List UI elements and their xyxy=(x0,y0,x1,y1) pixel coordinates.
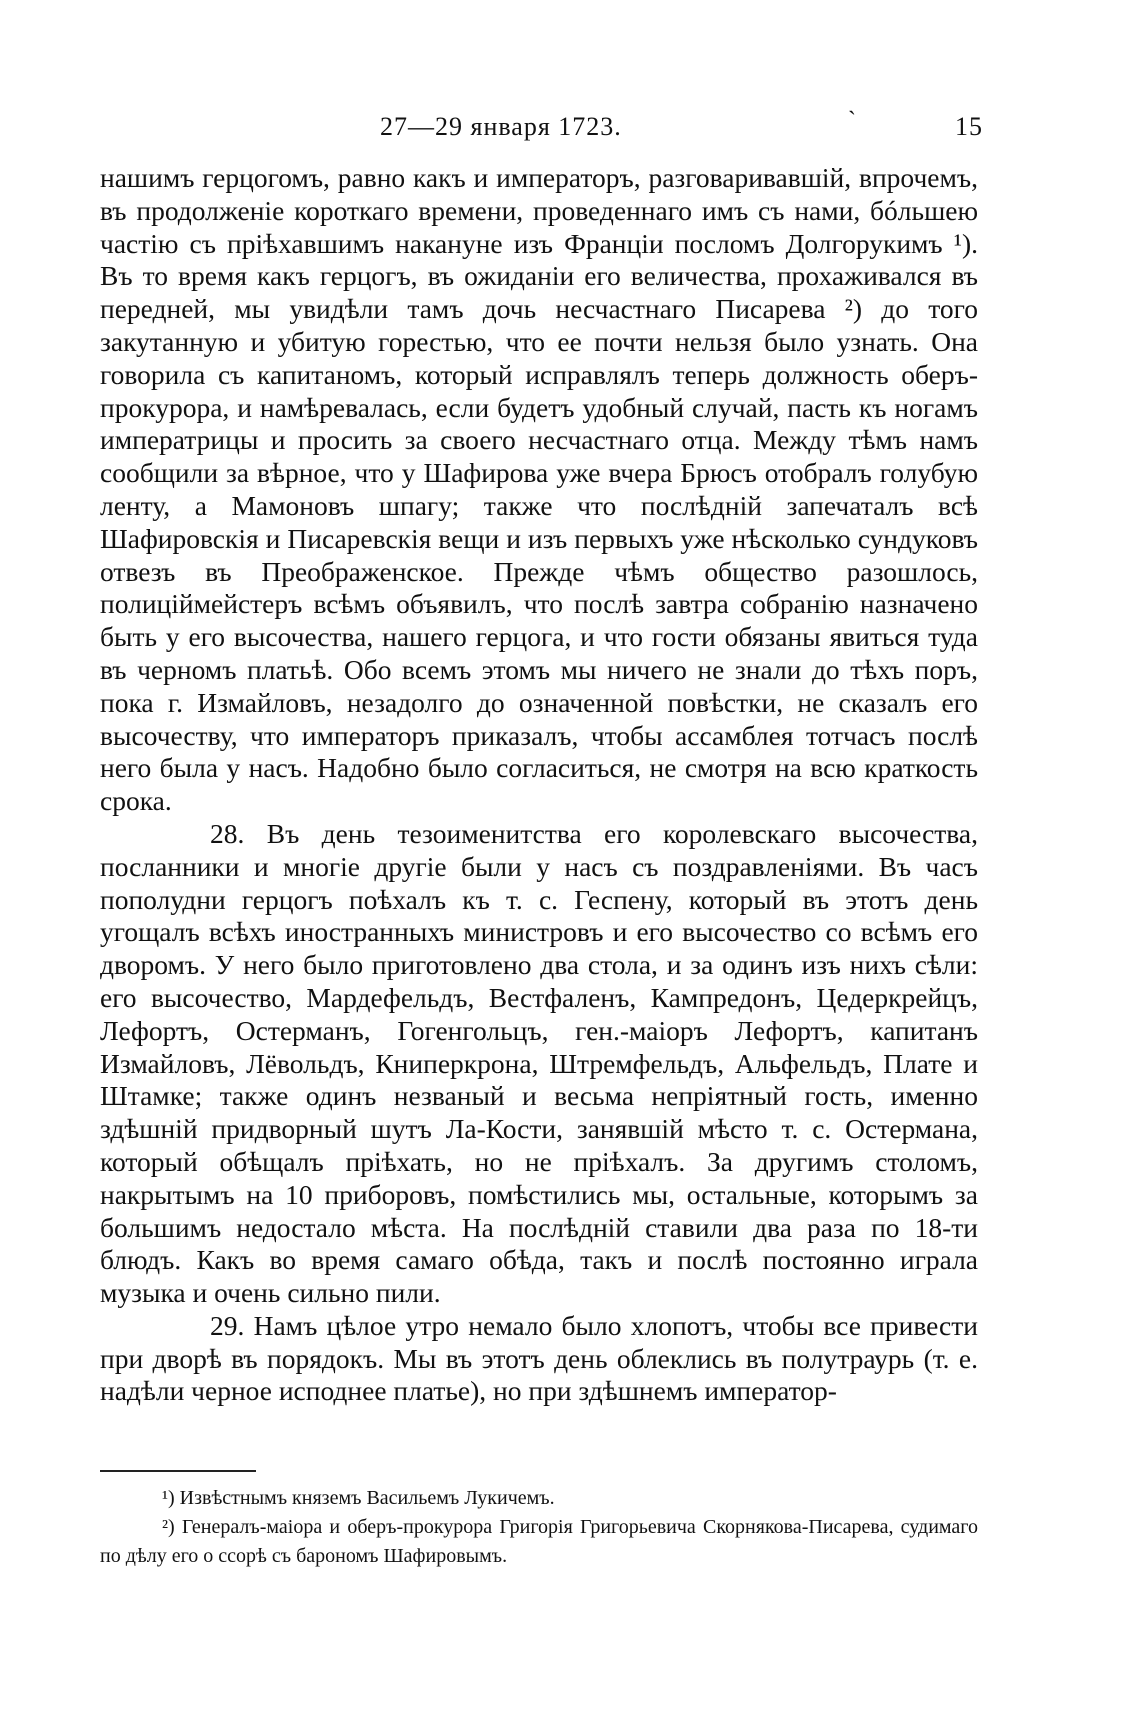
footnote-divider xyxy=(100,1470,256,1472)
paragraph-entry-28: 28. Въ день тезоименитства его королевскаго высочества, посланники и многіе другіе были у насъ съ поздравленіями. Въ часъ пополудни герцогъ поѣхалъ къ т. с. Геспену, который въ этотъ день угощалъ всѣхъ иностранныхъ министровъ и его высочество со всѣмъ его дворомъ. У него было приготовлено два стола, и за одинъ изъ нихъ сѣли: его высочество, Мардефельдъ, Вестфаленъ, Кампредонъ, Цедеркрейцъ, Лефортъ, Остерманъ, Гогенгольцъ, ген.-маіоръ Лефортъ, капитанъ Измайловъ, Лёвольдъ, Книперкрона, Штремфельдъ, Альфельдъ, Плате и Штамке; также одинъ незваный и весьма непріятный гость, именно здѣшній придворный шутъ Ла-Кости, занявшій мѣсто т. с. Остермана, который обѣщалъ пріѣхать, но не пріѣхалъ. За другимъ столомъ, накрытымъ на 10 приборовъ, помѣстились мы, остальные, которымъ за большимъ недостало мѣста. На послѣдній ставили два раза по 18-ти блюдъ. Какъ во время самаго обѣда, такъ и послѣ постоянно играла музыка и очень сильно пили. xyxy=(100,817,978,1309)
footnote-2: ²) Генералъ-маіора и оберъ-прокурора Григорія Григорьевича Скорнякова-Писарева, судимаго по дѣлу его о ссорѣ съ барономъ Шафировымъ. xyxy=(100,1516,978,1567)
paragraph-entry-29: 29. Намъ цѣлое утро немало было хлопотъ, чтобы все привести при дворѣ въ порядокъ. Мы въ этотъ день облеклись въ полутраурь (т. е. надѣли черное исподнее платье), но при здѣшнемъ император- xyxy=(100,1309,978,1407)
paragraph-continued: нашимъ герцогомъ, равно какъ и императоръ, разговаривавшій, впрочемъ, въ продолженіе короткаго времени, проведеннаго имъ съ нами, бóльшею частію съ пріѣхавшимъ накануне изъ Франціи посломъ Долгорукимъ ¹). Въ то время какъ герцогъ, въ ожиданіи его величества, прохаживался въ передней, мы увидѣли тамъ дочь несчастнаго Писарева ²) до того закутанную и убитую горестью, что ее почти нельзя было узнать. Она говорила съ капитаномъ, который исправлялъ теперь должность оберъ-прокурора, и намѣревалась, если будетъ удобный случай, пасть къ ногамъ императрицы и просить за своего несчастнаго отца. Между тѣмъ намъ сообщили за вѣрное, что у Шафирова уже вчера Брюсъ отобралъ голубую ленту, а Мамоновъ шпагу; также что послѣдній запечаталъ всѣ Шафировскія и Писаревскія вещи и изъ первыхъ уже нѣсколько сундуковъ отвезъ въ Преображенское. Прежде чѣмъ общество разошлось, полиціймейстеръ всѣмъ объявилъ, что послѣ завтра собранію назначено быть у его высочества, нашего герцога, и что гости обязаны явиться туда въ черномъ платьѣ. Обо всемъ этомъ мы ничего не знали до тѣхъ поръ, пока г. Измайловъ, незадолго до означенной повѣстки, не сказалъ его высочеству, что императоръ приказалъ, чтобы ассамблея тотчасъ послѣ него была у насъ. Надобно было согласиться, не смотря на всю краткость срока. xyxy=(100,162,978,817)
stray-mark: ˋ xyxy=(848,108,857,134)
running-head-title: 27—29 января 1723. xyxy=(380,112,622,141)
page-number: 15 xyxy=(955,112,983,141)
running-head xyxy=(380,108,983,152)
footnotes xyxy=(100,1484,978,1571)
footnote-1: ¹) Извѣстнымъ княземъ Васильемъ Лукичемъ. xyxy=(162,1487,555,1509)
body-text xyxy=(100,162,978,1408)
